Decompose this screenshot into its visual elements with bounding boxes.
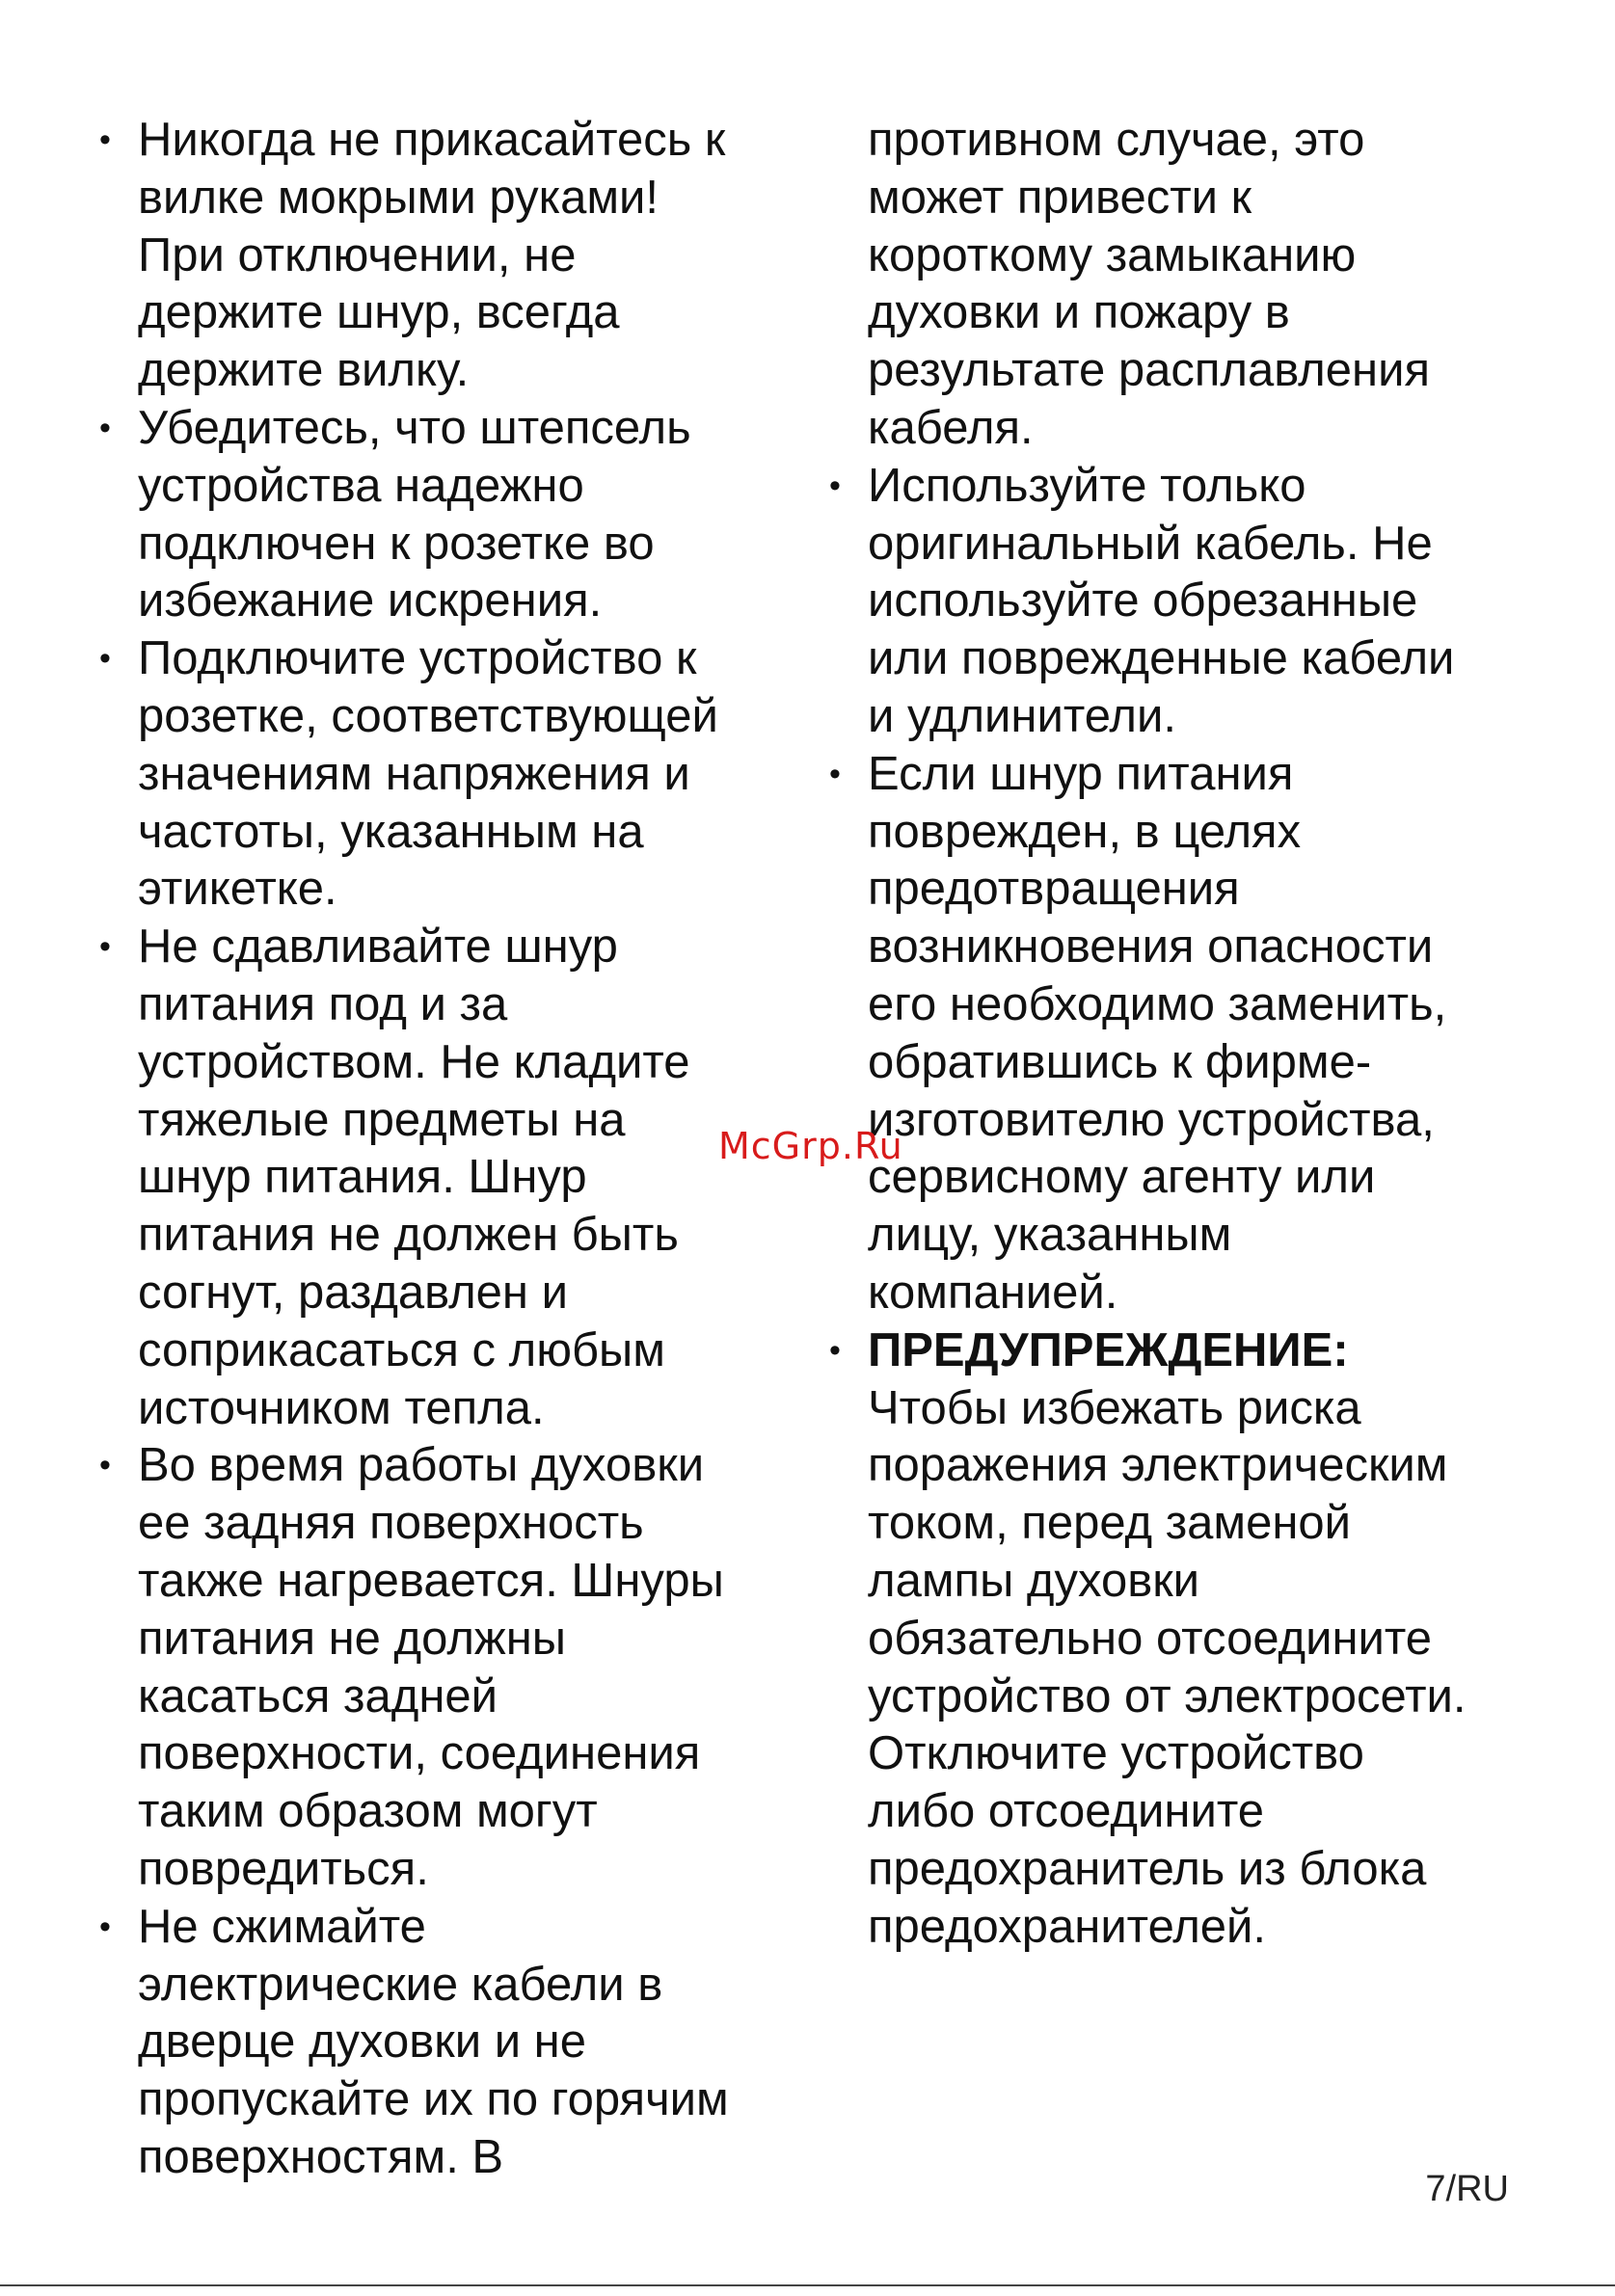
continuation-text bbox=[829, 112, 1543, 458]
list-item bbox=[829, 458, 1543, 746]
bullet-icon: • bbox=[829, 1331, 841, 1369]
text-line: компанией. bbox=[868, 1266, 1118, 1319]
text-line: ее задняя поверхность bbox=[138, 1497, 644, 1550]
right-column bbox=[829, 112, 1543, 1957]
text-line: противном случае, это bbox=[868, 114, 1365, 166]
text-line: значениям напряжения и bbox=[138, 747, 690, 800]
text-line: предотвращения bbox=[868, 863, 1240, 916]
text-line: держите вилку. bbox=[138, 344, 470, 397]
list-item bbox=[99, 112, 794, 400]
text-line: оригинальный кабель. Не bbox=[868, 517, 1433, 570]
text-line: Убедитесь, что штепсель bbox=[138, 401, 691, 454]
text-line: Отключите устройство bbox=[868, 1727, 1364, 1780]
warning-item bbox=[829, 1322, 1543, 1957]
text-line: предохранителей. bbox=[868, 1900, 1267, 1953]
text-line: короткому замыканию bbox=[868, 228, 1357, 281]
text-line: кабеля. bbox=[868, 401, 1034, 454]
text-line: поверхностям. В bbox=[138, 2130, 504, 2183]
text-line: питания не должны bbox=[138, 1612, 566, 1665]
text-line: возникновения опасности bbox=[868, 921, 1434, 974]
text-line: духовки и пожару в bbox=[868, 286, 1290, 339]
text-line: дверце духовки и не bbox=[138, 2016, 586, 2069]
text-line: сервисному агенту или bbox=[868, 1151, 1376, 1204]
bullet-icon: • bbox=[829, 467, 841, 504]
text-line: поражения электрическим bbox=[868, 1439, 1448, 1492]
text-line: источником тепла. bbox=[138, 1381, 545, 1434]
text-line: обязательно отсоедините bbox=[868, 1612, 1433, 1665]
text-line: устройства надежно bbox=[138, 459, 584, 512]
text-line: изготовителю устройства, bbox=[868, 1093, 1435, 1146]
text-line: лампы духовки bbox=[868, 1554, 1200, 1607]
list-item bbox=[829, 746, 1543, 1322]
text-line: касаться задней bbox=[138, 1669, 498, 1722]
text-line: повредиться. bbox=[138, 1842, 429, 1895]
text-line: поверхности, соединения bbox=[138, 1727, 701, 1780]
text-line: может привести к bbox=[868, 171, 1252, 224]
text-line: поврежден, в целях bbox=[868, 805, 1302, 858]
text-line: тяжелые предметы на bbox=[138, 1093, 626, 1146]
text-line: держите шнур, всегда bbox=[138, 286, 620, 339]
page-number: 7/RU bbox=[1425, 2169, 1509, 2209]
text-line: результате расплавления bbox=[868, 344, 1430, 397]
text-line: подключен к розетке во bbox=[138, 517, 655, 570]
text-line: этикетке. bbox=[138, 863, 337, 916]
text-line: вилке мокрыми руками! bbox=[138, 171, 659, 224]
text-line: соприкасаться с любым bbox=[138, 1323, 665, 1376]
text-line: согнут, раздавлен и bbox=[138, 1266, 568, 1319]
text-line: Чтобы избежать риска bbox=[868, 1381, 1361, 1434]
text-line: лицу, указанным bbox=[868, 1209, 1232, 1262]
text-line: питания не должен быть bbox=[138, 1209, 679, 1262]
text-line: Во время работы духовки bbox=[138, 1439, 705, 1492]
text-line: Не сдавливайте шнур bbox=[138, 921, 618, 974]
text-line: током, перед заменой bbox=[868, 1497, 1352, 1550]
text-line: Если шнур питания bbox=[868, 747, 1294, 800]
text-line: устройство от электросети. bbox=[868, 1669, 1467, 1722]
text-line: При отключении, не bbox=[138, 228, 577, 281]
text-line: устройством. Не кладите bbox=[138, 1035, 690, 1088]
text-line: электрические кабели в bbox=[138, 1958, 663, 2011]
text-line: также нагревается. Шнуры bbox=[138, 1554, 724, 1607]
bullet-icon: • bbox=[99, 1447, 111, 1484]
text-line: шнур питания. Шнур bbox=[138, 1151, 587, 1204]
list-item bbox=[99, 630, 794, 919]
watermark: McGrp.Ru bbox=[718, 1125, 903, 1167]
text-line: пропускайте их по горячим bbox=[138, 2073, 729, 2126]
text-line: его необходимо заменить, bbox=[868, 977, 1447, 1030]
bottom-divider bbox=[0, 2284, 1615, 2286]
text-line: избежание искрения. bbox=[138, 574, 603, 627]
text-line: Подключите устройство к bbox=[138, 632, 697, 685]
text-line: предохранитель из блока bbox=[868, 1842, 1427, 1895]
list-item bbox=[99, 400, 794, 630]
bullet-icon: • bbox=[99, 409, 111, 446]
text-line: используйте обрезанные bbox=[868, 574, 1418, 627]
text-line: или поврежденные кабели bbox=[868, 632, 1455, 685]
text-line: розетке, соответствующей bbox=[138, 689, 718, 742]
text-line: Не сжимайте bbox=[138, 1900, 426, 1953]
warning-heading: ПРЕДУПРЕЖДЕНИЕ: bbox=[868, 1323, 1349, 1376]
left-column bbox=[99, 112, 794, 2187]
bullet-icon: • bbox=[99, 928, 111, 966]
text-line: частоты, указанным на bbox=[138, 805, 644, 858]
list-item bbox=[99, 919, 794, 1437]
bullet-icon: • bbox=[829, 755, 841, 792]
list-item bbox=[99, 1437, 794, 1898]
text-line: Никогда не прикасайтесь к bbox=[138, 114, 726, 166]
text-line: питания под и за bbox=[138, 977, 508, 1030]
text-line: либо отсоедините bbox=[868, 1785, 1264, 1838]
text-line: и удлинители. bbox=[868, 689, 1176, 742]
list-item bbox=[99, 1899, 794, 2187]
text-line: обратившись к фирме- bbox=[868, 1035, 1372, 1088]
text-line: Используйте только bbox=[868, 459, 1306, 512]
bullet-icon: • bbox=[99, 640, 111, 678]
bullet-icon: • bbox=[99, 1908, 111, 1945]
text-line: таким образом могут bbox=[138, 1785, 598, 1838]
bullet-icon: • bbox=[99, 121, 111, 158]
